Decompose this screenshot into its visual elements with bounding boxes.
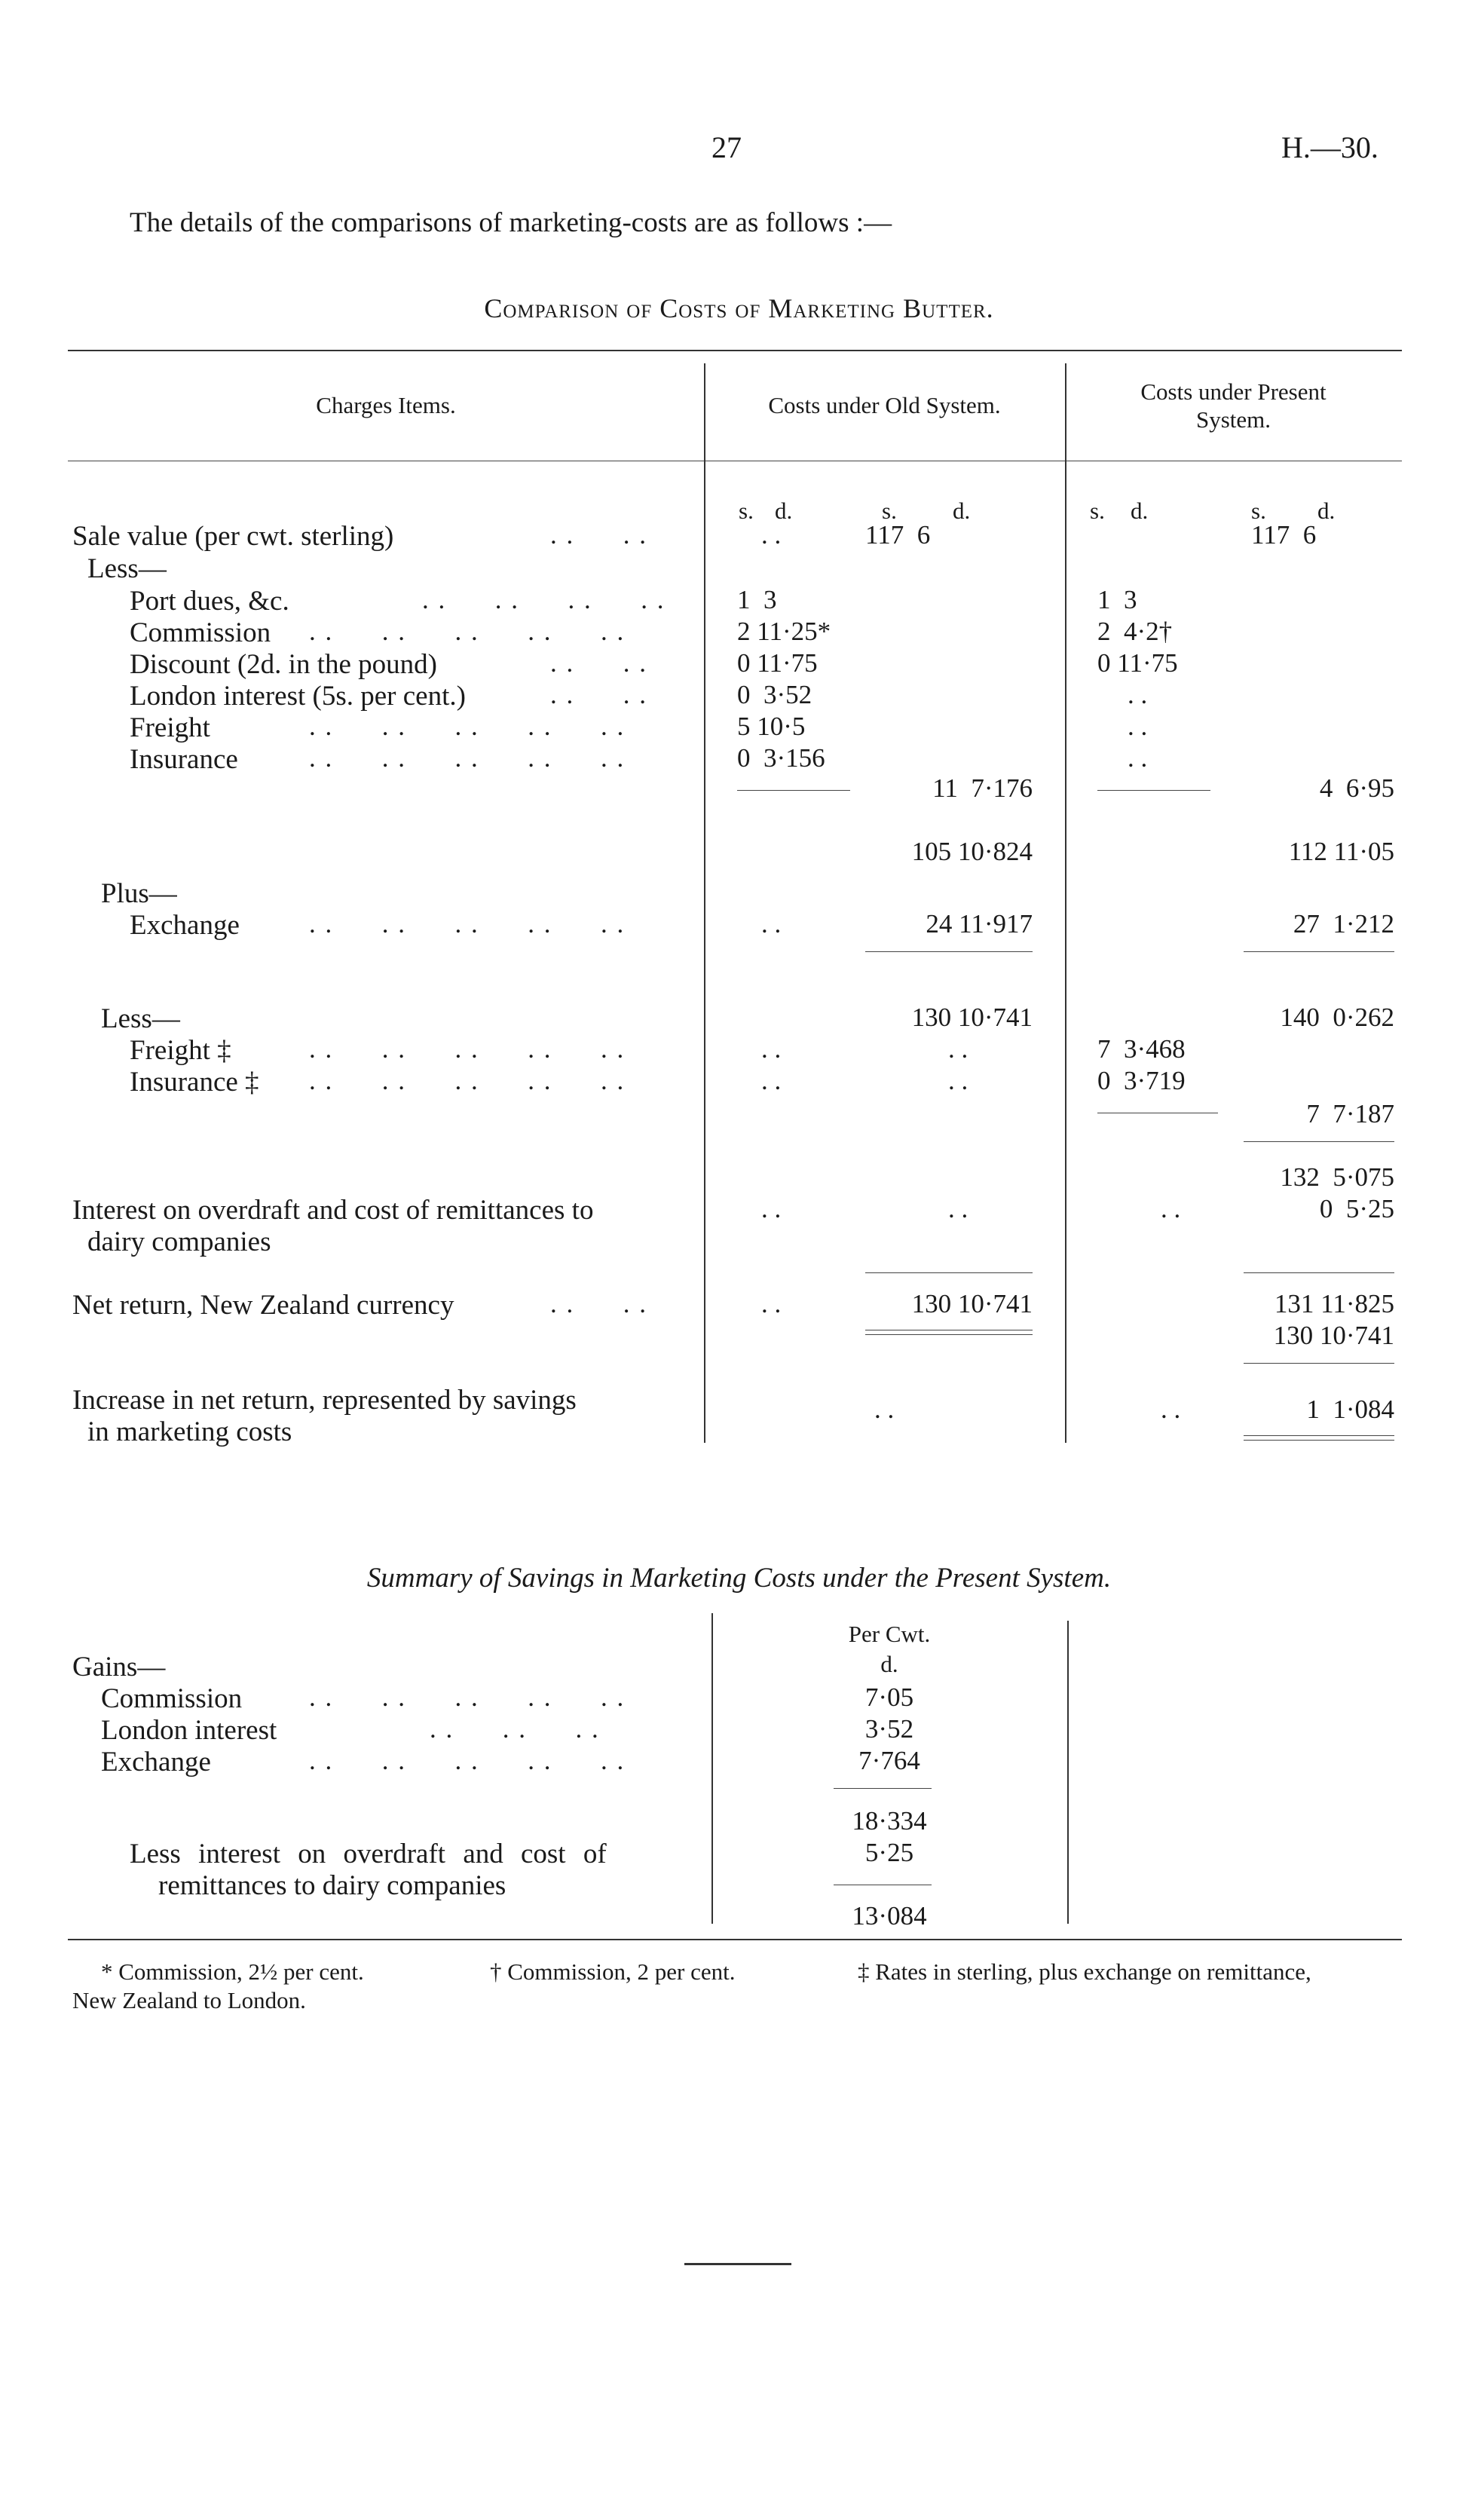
row-label-interest-line1: Interest on overdraft and cost of remittances to [72,1195,594,1226]
present-total: 140 0·262 [1280,1003,1394,1032]
row-label-increase-line2: in marketing costs [87,1416,292,1447]
present-sum-rule [1097,790,1210,791]
document-reference: H.—30. [1281,130,1379,164]
ellipsis: . . [948,1066,969,1095]
old-sum-rule [865,951,1033,952]
leader-dots: . . . . . . [430,1714,600,1744]
present-sum-rule [1244,1141,1394,1142]
present-freight-2: 7 3·468 [1097,1034,1186,1064]
unit-d: d. [1317,498,1336,524]
row-label-insurance-2: Insurance ‡ [130,1067,259,1098]
leader-dots: . . . . . . . . . . [309,617,626,646]
leader-dots: . . . . . . . . . . [309,909,626,938]
closing-rule [684,2263,791,2265]
old-london-interest: 0 3·52 [737,680,812,709]
old-less-total: 11 7·176 [932,773,1033,803]
old-net-return: 130 10·741 [911,1289,1033,1318]
ellipsis: . . [761,520,782,550]
old-subtotal: 105 10·824 [911,837,1033,866]
summary-commission-label: Commission [101,1683,243,1714]
ellipsis: . . [874,1395,895,1424]
leader-dots: . . . . . . . . . . [309,712,626,741]
present-net-return: 131 11·825 [1274,1289,1394,1318]
summary-less-value: 5·25 [864,1838,914,1867]
leader-dots: . . . . . . . . . . [309,743,626,773]
footnote-dagger: † Commission, 2 per cent. [490,1958,736,1985]
footnote-star: * Commission, 2½ per cent. [101,1958,364,1985]
old-sum-rule [737,790,850,791]
unit-s: s. [1251,498,1266,524]
present-increase: 1 1·084 [1306,1395,1394,1424]
unit-d: d. [775,498,793,524]
present-less2-total: 7 7·187 [1306,1099,1394,1128]
present-port-dues: 1 3 [1097,585,1137,614]
summary-sum-rule [834,1788,932,1789]
present-discount: 0 11·75 [1097,648,1178,678]
leader-dots: . . . . [550,680,647,709]
present-after-less2: 132 5·075 [1280,1162,1394,1192]
summary-sum-value: 18·334 [852,1806,927,1836]
row-label-sale-value: Sale value (per cwt. sterling) [72,521,394,552]
ellipsis: . . [1161,1395,1181,1424]
ellipsis: . . [761,909,782,938]
summary-less-label-line2: remittances to dairy companies [158,1870,506,1901]
table-col-divider-1 [704,363,705,1443]
ellipsis: . . [1128,680,1148,709]
leader-dots: . . . . . . . . . . [309,1746,626,1775]
ellipsis: . . [761,1034,782,1064]
unit-d: d. [1131,498,1149,524]
summary-net-value: 13·084 [852,1901,927,1931]
unit-d: d. [953,498,971,524]
ellipsis: . . [761,1066,782,1095]
header-present-system-line2: System. [1195,406,1271,433]
leader-dots: . . . . . . . . . . [309,1066,626,1095]
present-less-total: 4 6·95 [1319,773,1394,803]
row-label-net-return: Net return, New Zealand currency [72,1290,454,1321]
ellipsis: . . [1161,1194,1181,1223]
row-label-exchange: Exchange [130,910,240,941]
header-charges-items: Charges Items. [316,392,456,418]
footnote-double-dagger: ‡ Rates in sterling, plus exchange on remittance, [858,1958,1311,1985]
old-total: 130 10·741 [911,1003,1033,1032]
old-double-rule-2 [865,1334,1033,1335]
present-subtotal: 112 11·05 [1288,837,1394,866]
old-insurance: 0 3·156 [737,743,825,773]
page-number: 27 [711,130,742,164]
old-port-dues: 1 3 [737,585,777,614]
row-label-less-2: Less— [101,1003,180,1034]
ellipsis: . . [948,1194,969,1223]
present-net-return-old: 130 10·741 [1273,1321,1394,1350]
summary-col-divider-2 [1067,1621,1069,1924]
ellipsis: . . [761,1194,782,1223]
row-label-insurance: Insurance [130,744,238,775]
summary-exchange-value: 7·764 [858,1746,920,1775]
row-label-plus: Plus— [101,878,177,909]
leader-dots: . . . . [550,648,647,678]
ellipsis: . . [948,1034,969,1064]
header-present-system-line1: Costs under Present [1140,378,1327,405]
present-double-rule-2 [1244,1440,1394,1441]
row-label-commission: Commission [130,617,271,648]
row-label-discount: Discount (2d. in the pound) [130,649,437,680]
table-title: Comparison of Costs of Marketing Butter. [484,293,994,323]
old-sum-rule [865,1272,1033,1273]
summary-unit-header: Per Cwt. [848,1621,931,1647]
table-top-rule [68,350,1402,351]
unit-s: s. [739,498,754,524]
present-sum-rule [1244,951,1394,952]
leader-dots: . . . . . . . . . . [309,1683,626,1712]
leader-dots: . . . . . . . . [422,585,666,614]
footnote-double-dagger-continued: New Zealand to London. [72,1987,306,2013]
summary-less-label-line1: Less interest on overdraft and cost of [130,1839,607,1869]
row-label-london-interest: London interest (5s. per cent.) [130,681,466,712]
intro-text: The details of the comparisons of marketing-costs are as follows :— [130,207,892,238]
summary-commission-value: 7·05 [864,1683,914,1712]
row-label-freight: Freight [130,712,210,743]
present-insurance-2: 0 3·719 [1097,1066,1186,1095]
unit-s: s. [1090,498,1105,524]
present-sale-total: 117 6 [1251,520,1317,550]
leader-dots: . . . . . . . . . . [309,1034,626,1064]
old-sale-total: 117 6 [865,520,931,550]
row-label-port-dues: Port dues, &c. [130,586,289,617]
old-freight: 5 10·5 [737,712,806,741]
footnote-rule [68,1939,1402,1940]
leader-dots: . . . . [550,520,647,550]
summary-unit-sub: d. [880,1651,898,1677]
leader-dots: . . . . [550,1289,647,1318]
summary-gains-label: Gains— [72,1652,166,1683]
unit-s: s. [882,498,897,524]
summary-title: Summary of Savings in Marketing Costs under the Present System. [366,1563,1112,1594]
old-commission: 2 11·25* [737,617,831,646]
present-exchange: 27 1·212 [1293,909,1394,938]
ellipsis: . . [1128,712,1148,741]
present-interest: 0 5·25 [1319,1194,1394,1223]
table-col-divider-2 [1065,363,1066,1443]
ellipsis: . . [761,1289,782,1318]
present-sum-rule [1244,1272,1394,1273]
summary-london-interest-label: London interest [101,1715,277,1746]
present-commission: 2 4·2† [1097,617,1173,646]
present-sum-rule [1244,1363,1394,1364]
summary-london-interest-value: 3·52 [864,1714,914,1744]
row-label-freight-2: Freight ‡ [130,1035,231,1066]
row-label-less: Less— [87,553,167,584]
present-double-rule-1 [1244,1435,1394,1436]
old-discount: 0 11·75 [737,648,818,678]
header-old-system: Costs under Old System. [768,392,1001,418]
old-exchange: 24 11·917 [926,909,1033,938]
row-label-increase-line1: Increase in net return, represented by savings [72,1385,577,1416]
row-label-interest-line2: dairy companies [87,1226,271,1257]
summary-exchange-label: Exchange [101,1747,211,1777]
ellipsis: . . [1128,743,1148,773]
